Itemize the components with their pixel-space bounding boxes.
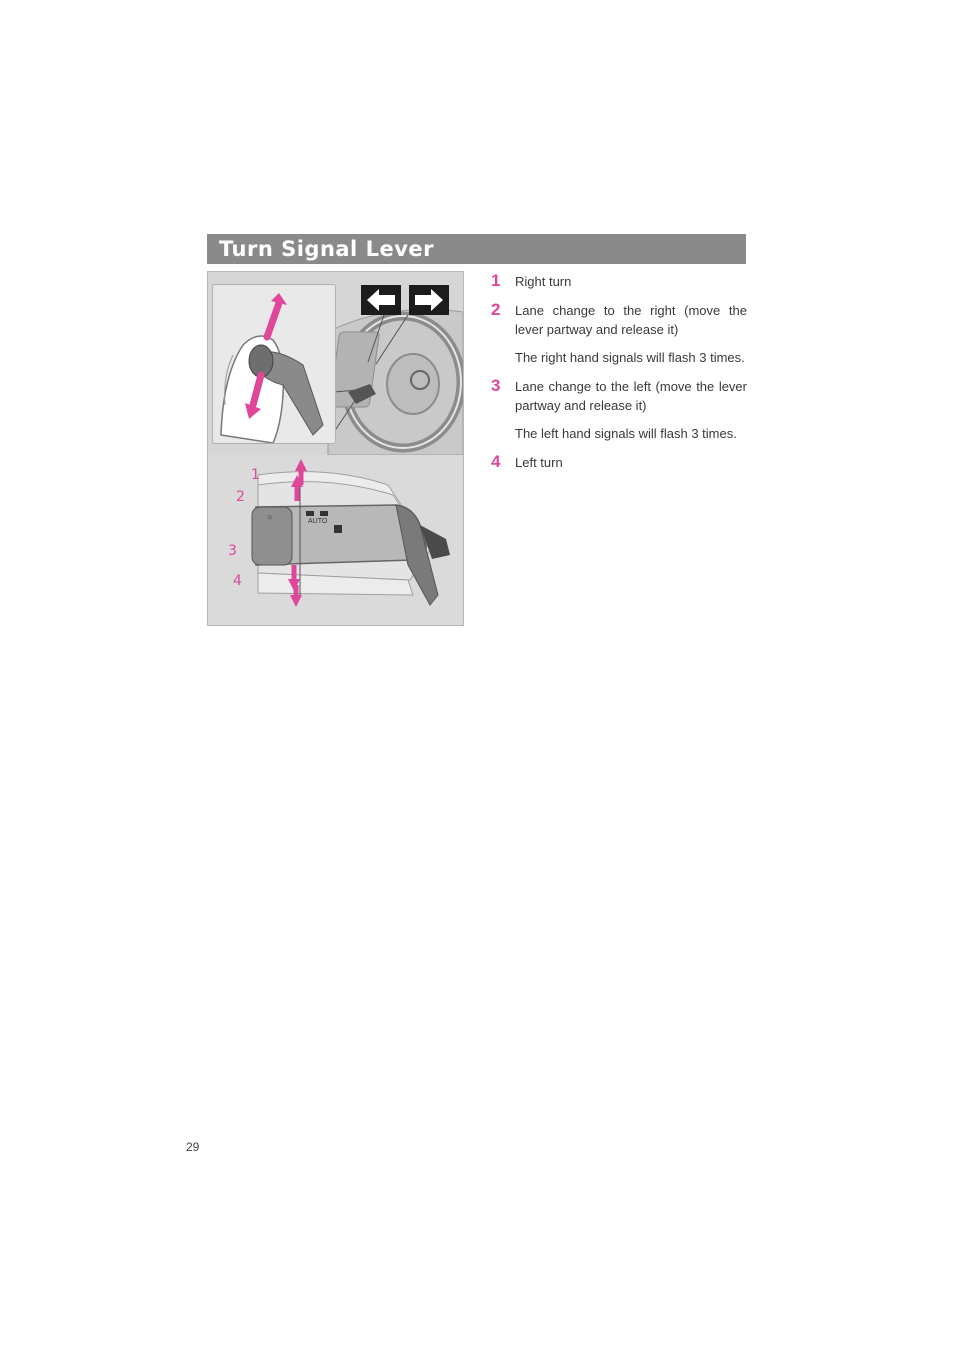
step-number: 3 <box>491 376 501 395</box>
step-note: The left hand signals will flash 3 times. <box>515 426 737 441</box>
list-item <box>491 377 747 443</box>
list-item <box>491 301 747 367</box>
left-arrow-icon <box>361 285 401 315</box>
left-turn-indicator <box>361 285 401 315</box>
lever-auto-label: AUTO <box>308 518 328 525</box>
step-note: The right hand signals will flash 3 times. <box>515 350 745 365</box>
lever-positions-view <box>208 455 463 625</box>
step-number: 2 <box>491 300 501 319</box>
step-text: Right turn <box>515 274 572 289</box>
step-text: Lane change to the right (move the lever partway and release it) <box>515 303 747 337</box>
svg-text:☼: ☼ <box>266 512 274 521</box>
right-arrow-icon <box>409 285 449 315</box>
step-number: 4 <box>491 452 501 471</box>
lever-closeup <box>212 284 336 444</box>
section-header <box>207 234 746 264</box>
callout-1: 1 <box>251 467 260 483</box>
callout-3: 3 <box>228 543 237 559</box>
step-text: Lane change to the left (move the lever partway and release it) <box>515 379 747 413</box>
turn-signal-illustration <box>207 271 464 626</box>
callout-4: 4 <box>233 573 242 589</box>
section-title: Turn Signal Lever <box>219 237 434 261</box>
page-number: 29 <box>186 1140 200 1154</box>
list-item <box>491 453 747 472</box>
step-number: 1 <box>491 271 501 290</box>
step-text: Left turn <box>515 455 563 470</box>
right-turn-indicator <box>409 285 449 315</box>
list-item <box>491 272 747 291</box>
interior-view <box>208 272 463 455</box>
steps-list <box>491 272 747 482</box>
lever-drawing <box>208 455 463 625</box>
callout-2: 2 <box>236 489 245 505</box>
